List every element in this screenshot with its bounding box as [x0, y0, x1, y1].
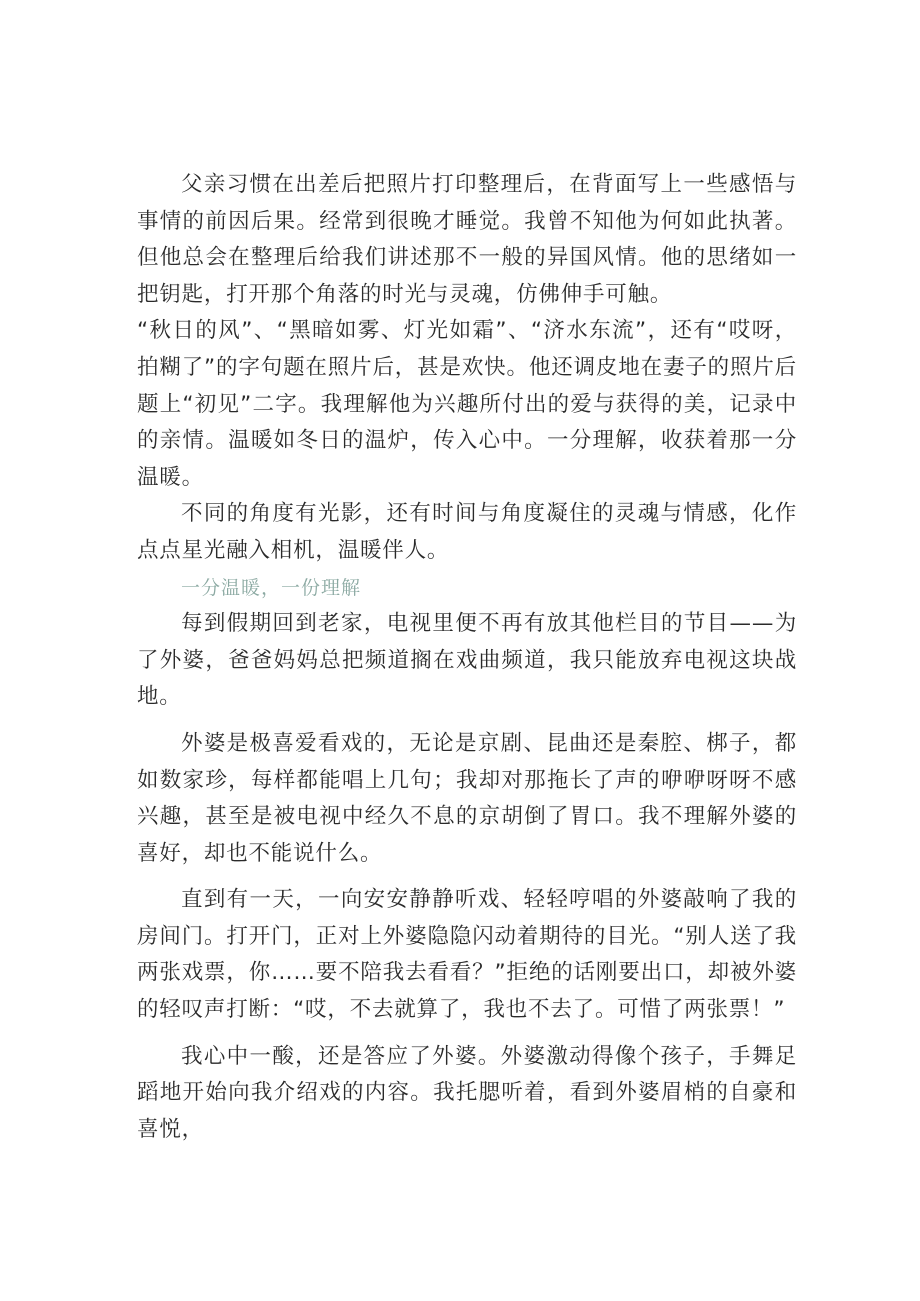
paragraph-light-and-shadow: 不同的角度有光影，还有时间与角度凝住的灵魂与情感，化作点点星光融入相机，温暖伴人。 — [137, 501, 797, 563]
paragraph-father-photos: 父亲习惯在出差后把照片打印整理后，在背面写上一些感悟与事情的前因后果。经常到很晚才睡觉。我曾不知他为何如此执著。但他总会在整理后给我们讲述那不一般的异国风情。他的思绪如一把钥匙，打开那个角落的时光与灵魂，仿佛伸手可触。 — [137, 172, 797, 307]
paragraph-agreed: 我心中一酸，还是答应了外婆。外婆激动得像个孩子，手舞足蹈地开始向我介绍戏的内容。我托腮听着，看到外婆眉梢的自豪和喜悦， — [137, 1043, 797, 1142]
paragraph-holiday-tv: 每到假期回到老家，电视里便不再有放其他栏目的节目——为了外婆，爸爸妈妈总把频道搁在戏曲频道，我只能放弃电视这块战地。 — [137, 611, 797, 710]
section-heading: 一分温暖，一份理解 — [181, 576, 362, 599]
paragraph-photo-captions: “秋日的风”、“黑暗如雾、灯光如霜”、“济水东流”，还有“哎呀，拍糊了”的字句题在照片后，甚是欢快。他还调皮地在妻子的照片后题上“初见”二字。我理解他为兴趣所付出的爱与获得的美，记录中的亲情。温暖如冬日的温炉，传入心中。一分理解，收获着那一分温暖。 — [137, 318, 797, 490]
paragraph-opera-tickets: 直到有一天，一向安安静静听戏、轻轻哼唱的外婆敲响了我的房间门。打开门，正对上外婆隐隐闪动着期待的目光。“别人送了我两张戏票，你……要不陪我去看看？”拒绝的话刚要出口，却被外婆的轻叹声打断：“哎，不去就算了，我也不去了。可惜了两张票！” — [137, 887, 797, 1023]
paragraph-grandma-opera: 外婆是极喜爱看戏的，无论是京剧、昆曲还是秦腔、梆子，都如数家珍，每样都能唱上几句；我却对那拖长了声的咿咿呀呀不感兴趣，甚至是被电视中经久不息的京胡倒了胃口。我不理解外婆的喜好，却也不能说什么。 — [137, 730, 797, 866]
document-page — [137, 167, 797, 1148]
